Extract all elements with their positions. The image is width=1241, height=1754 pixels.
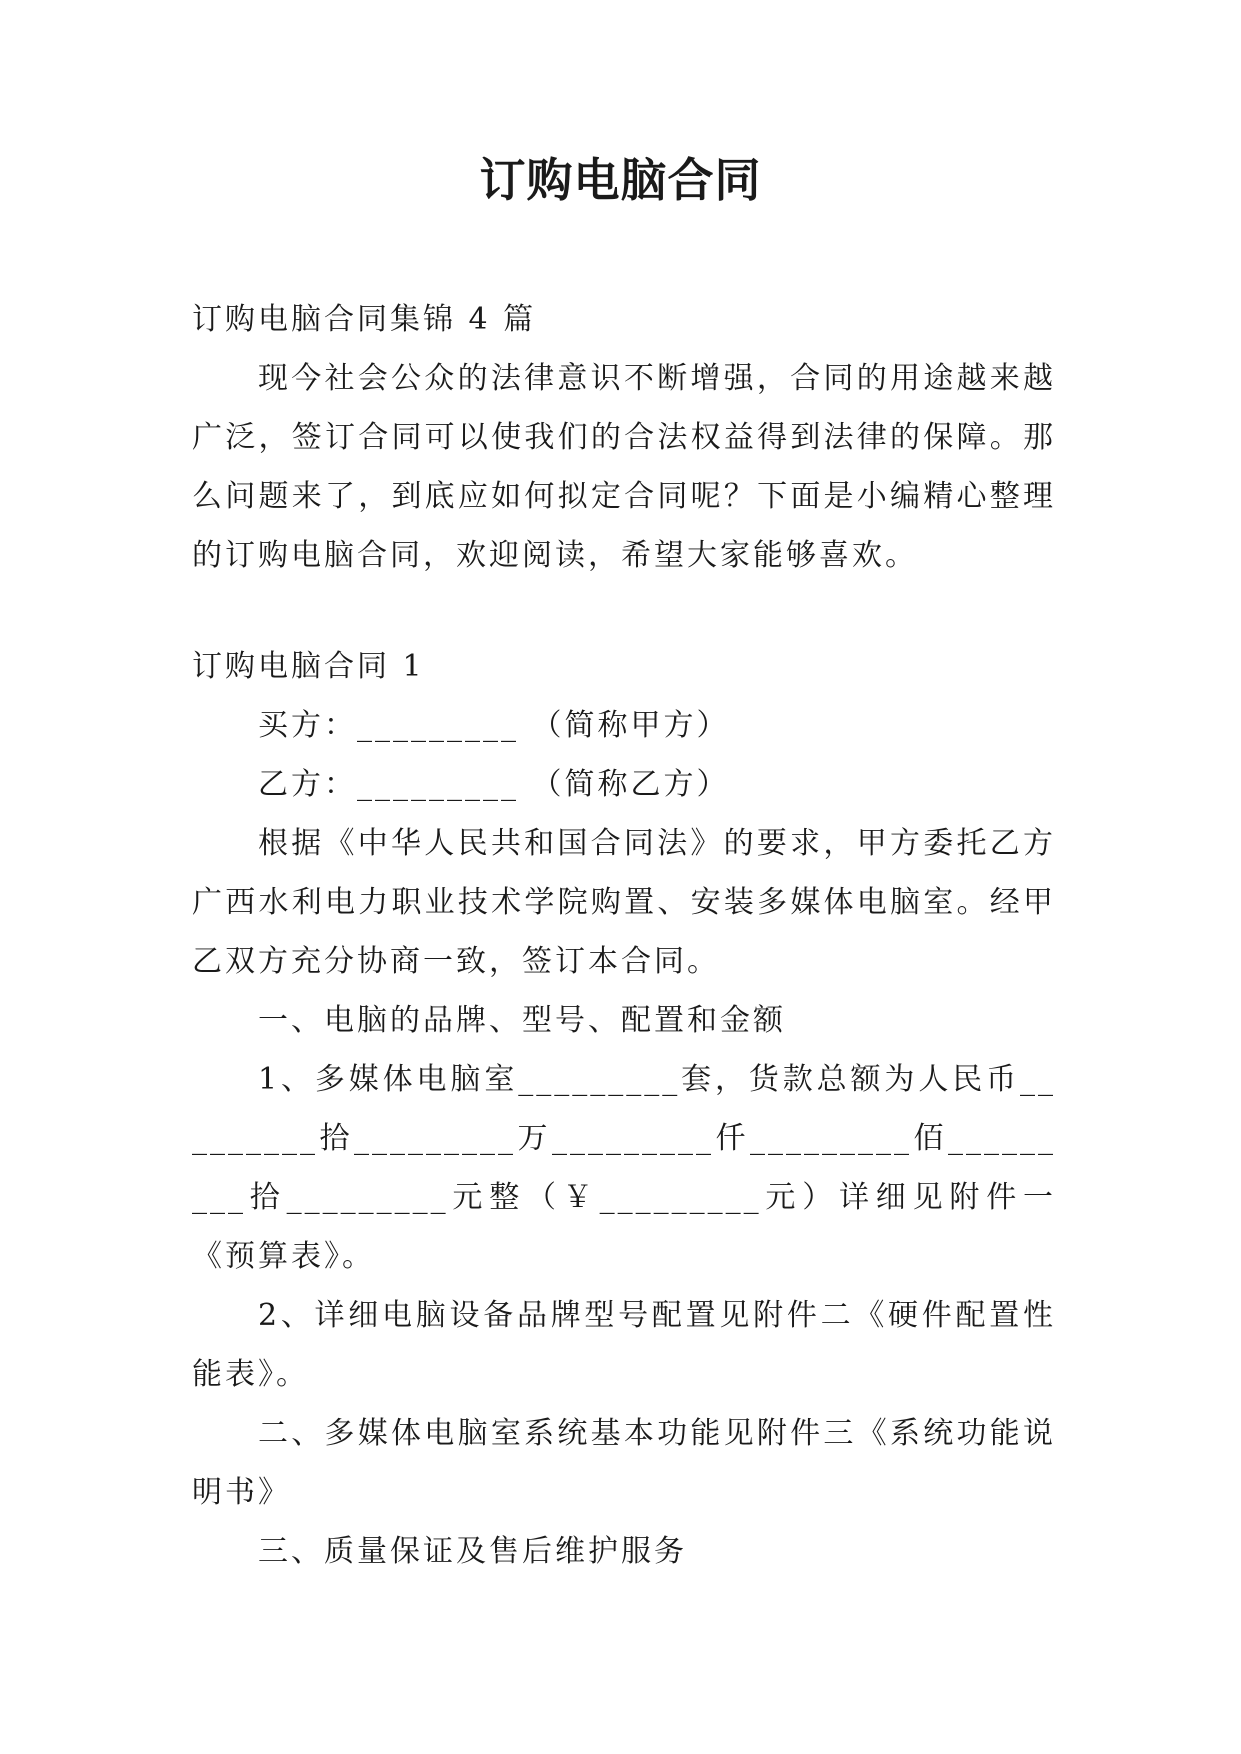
clause1-heading: 一、电脑的品牌、型号、配置和金额 — [258, 1003, 786, 1038]
basis-paragraph: 根据《中华人民共和国合同法》的要求，甲方委托乙方广西水利电力职业技术学院购置、安装多媒体电脑室。经甲乙双方充分协商一致，签订本合同。 — [192, 826, 1056, 979]
intro-paragraph: 现今社会公众的法律意识不断增强，合同的用途越来越广泛，签订合同可以使我们的合法权益得到法律的保障。那么问题来了，到底应如何拟定合同呢？下面是小编精心整理的订购电脑合同，欢迎阅读，希望大家能够喜欢。 — [192, 361, 1056, 573]
document-title: 订购电脑合同 — [479, 153, 762, 207]
section1-heading: 订购电脑合同 1 — [192, 649, 425, 684]
buyer-line: 买方：_________ （简称甲方） — [258, 708, 730, 743]
clause3-heading: 三、质量保证及售后维护服务 — [258, 1534, 687, 1569]
seller-line: 乙方：_________ （简称乙方） — [258, 767, 730, 802]
clause1-item1: 1、多媒体电脑室_________套，货款总额为人民币_________拾_________万_________仟_________佰_________拾_________元整（￥_________元）详细见附件一《预算表》。 — [192, 1062, 1056, 1274]
clause2: 二、多媒体电脑室系统基本功能见附件三《系统功能说明书》 — [192, 1416, 1056, 1510]
section-spacer — [192, 585, 1056, 637]
document-body — [192, 290, 1056, 1581]
collection-line: 订购电脑合同集锦 4 篇 — [192, 302, 537, 337]
clause1-item2: 2、详细电脑设备品牌型号配置见附件二《硬件配置性能表》。 — [192, 1298, 1056, 1392]
